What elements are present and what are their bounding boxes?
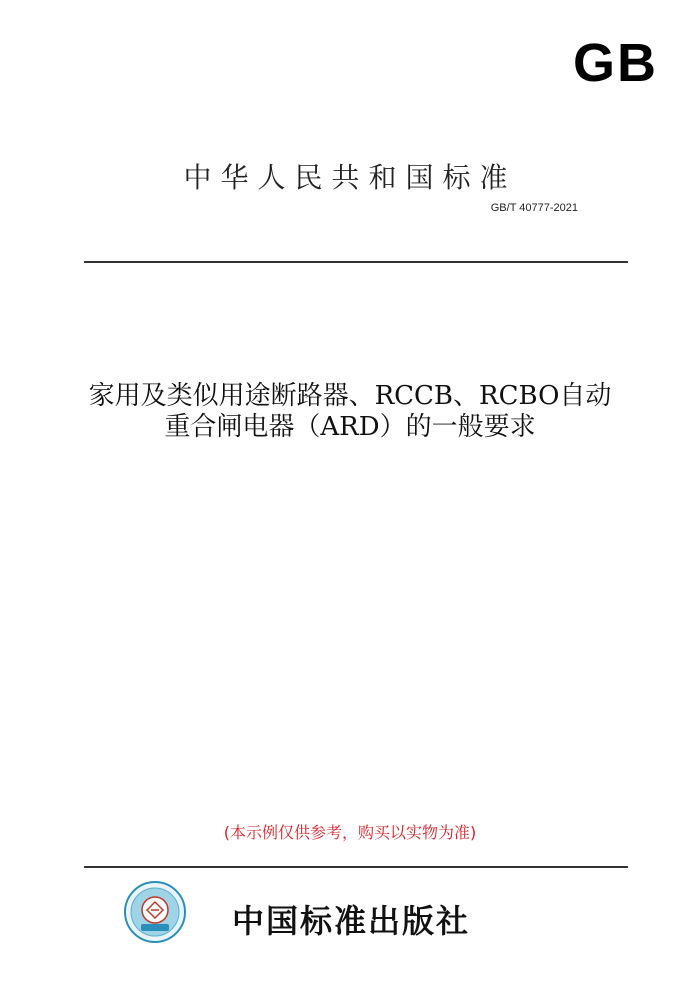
national-standard-heading: 中华人民共和国标准	[183, 161, 517, 194]
document-title-line-2: 重合闸电器（ARD）的一般要求	[164, 412, 536, 442]
top-divider	[84, 261, 628, 263]
gb-logo: GB	[573, 33, 658, 93]
bottom-divider	[84, 866, 628, 868]
sample-note: (本示例仅供参考，购买以实物为准)	[223, 823, 477, 842]
standard-number: GB/T 40777-2021	[490, 202, 578, 214]
publisher-name: 中国标准出版社	[232, 902, 471, 940]
document-title-line-1: 家用及类似用途断路器、RCCB、RCBO自动	[88, 381, 612, 411]
anti-counterfeit-seal-icon	[123, 880, 187, 944]
